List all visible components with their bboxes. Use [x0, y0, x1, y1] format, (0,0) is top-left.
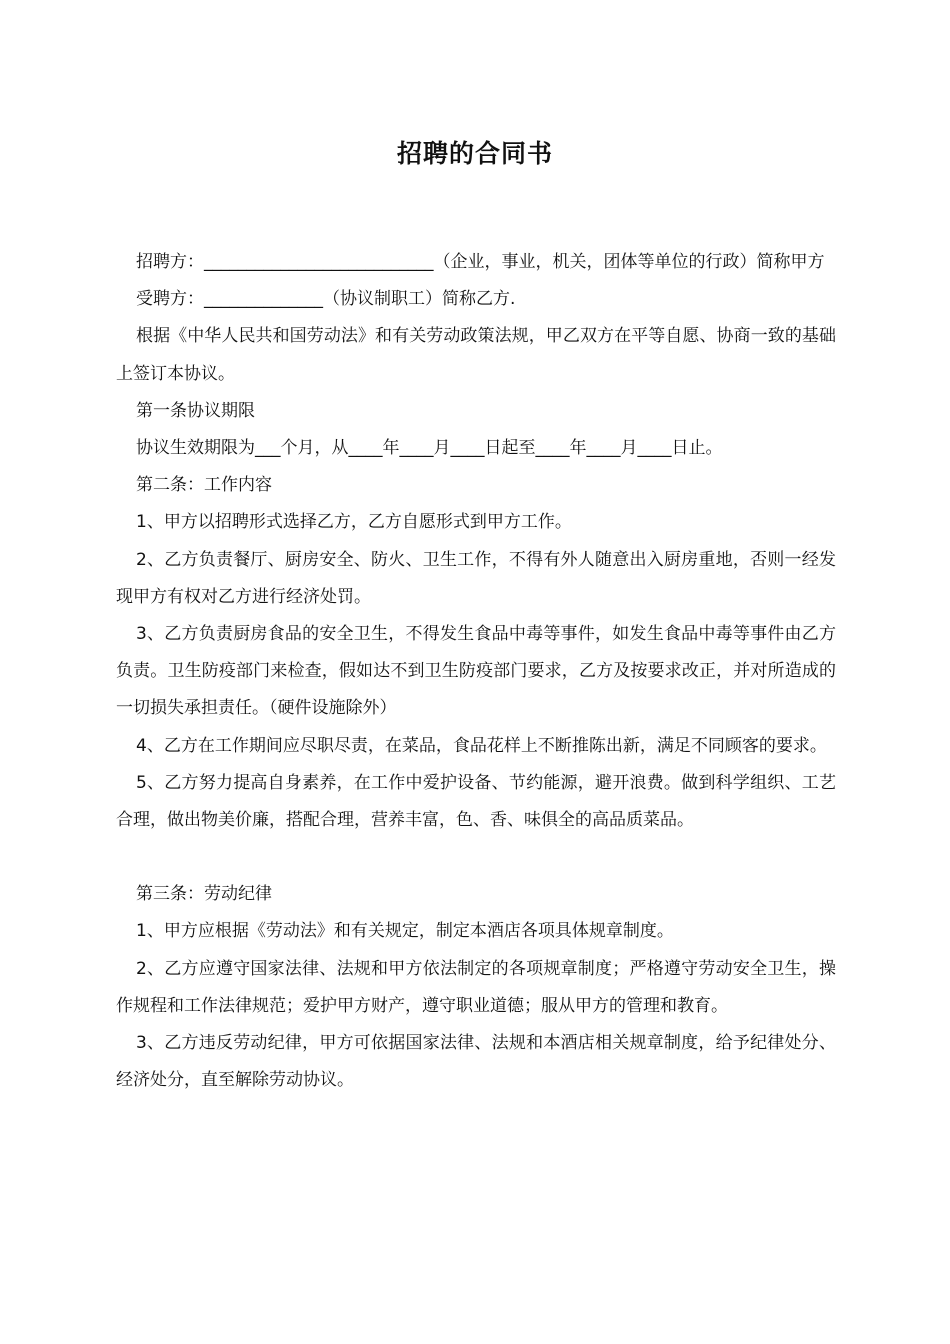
clause-3-1: 1、甲方应根据《劳动法》和有关规定，制定本酒店各项具体规章制度。 [136, 921, 674, 942]
clause-2-2: 2、乙方负责餐厅、厨房安全、防火、卫生工作，不得有外人随意出入厨房重地，否则一经发现甲方有权对乙方进行经济处罚。 [116, 549, 836, 607]
paragraph-basis: 根据《中华人民共和国劳动法》和有关劳动政策法规，甲乙双方在平等自愿、协商一致的基础上签订本协议。 [116, 326, 836, 384]
clause-2-4: 4、乙方在工作期间应尽职尽责，在菜品，食品花样上不断推陈出新，满足不同顾客的要求。 [136, 735, 827, 756]
heading-article-3: 第三条：劳动纪律 [136, 884, 272, 905]
heading-article-1: 第一条协议期限 [136, 400, 255, 421]
clause-2-3: 3、乙方负责厨房食品的安全卫生，不得发生食品中毒等事件，如发生食品中毒等事件由乙方负责。卫生防疫部门来检查，假如达不到卫生防疫部门要求，乙方及按要求改正，并对所造成的一切损失承担责任。（硬件设施除外） [116, 624, 836, 719]
clause-2-5: 5、乙方努力提高自身素养，在工作中爱护设备、节约能源，避开浪费。做到科学组织、工艺合理，做出物美价廉，搭配合理，营养丰富，色、香、味俱全的高品质菜品。 [116, 772, 836, 831]
document-title: 招聘的合同书 [396, 139, 553, 168]
document-body [116, 244, 836, 1099]
clause-3-3: 3、乙方违反劳动纪律，甲方可依据国家法律、法规和本酒店相关规章制度，给予纪律处分、经济处分，直至解除劳动协议。 [116, 1033, 836, 1091]
heading-article-2: 第二条：工作内容 [136, 475, 272, 496]
clause-2-1: 1、甲方以招聘形式选择乙方，乙方自愿形式到甲方工作。 [136, 512, 572, 533]
paragraph-term: 协议生效期限为___个月，从____年____月____日起至____年____月____日止。 [136, 438, 723, 459]
paragraph-employer: 招聘方：___________________________（企业，事业，机关，团体等单位的行政）简称甲方 [136, 252, 825, 272]
paragraph-employee: 受聘方：______________（协议制职工）简称乙方. [136, 289, 516, 310]
clause-3-2: 2、乙方应遵守国家法律、法规和甲方依法制定的各项规章制度；严格遵守劳动安全卫生，操作规程和工作法律规范；爱护甲方财产，遵守职业道德；服从甲方的管理和教育。 [116, 958, 836, 1016]
